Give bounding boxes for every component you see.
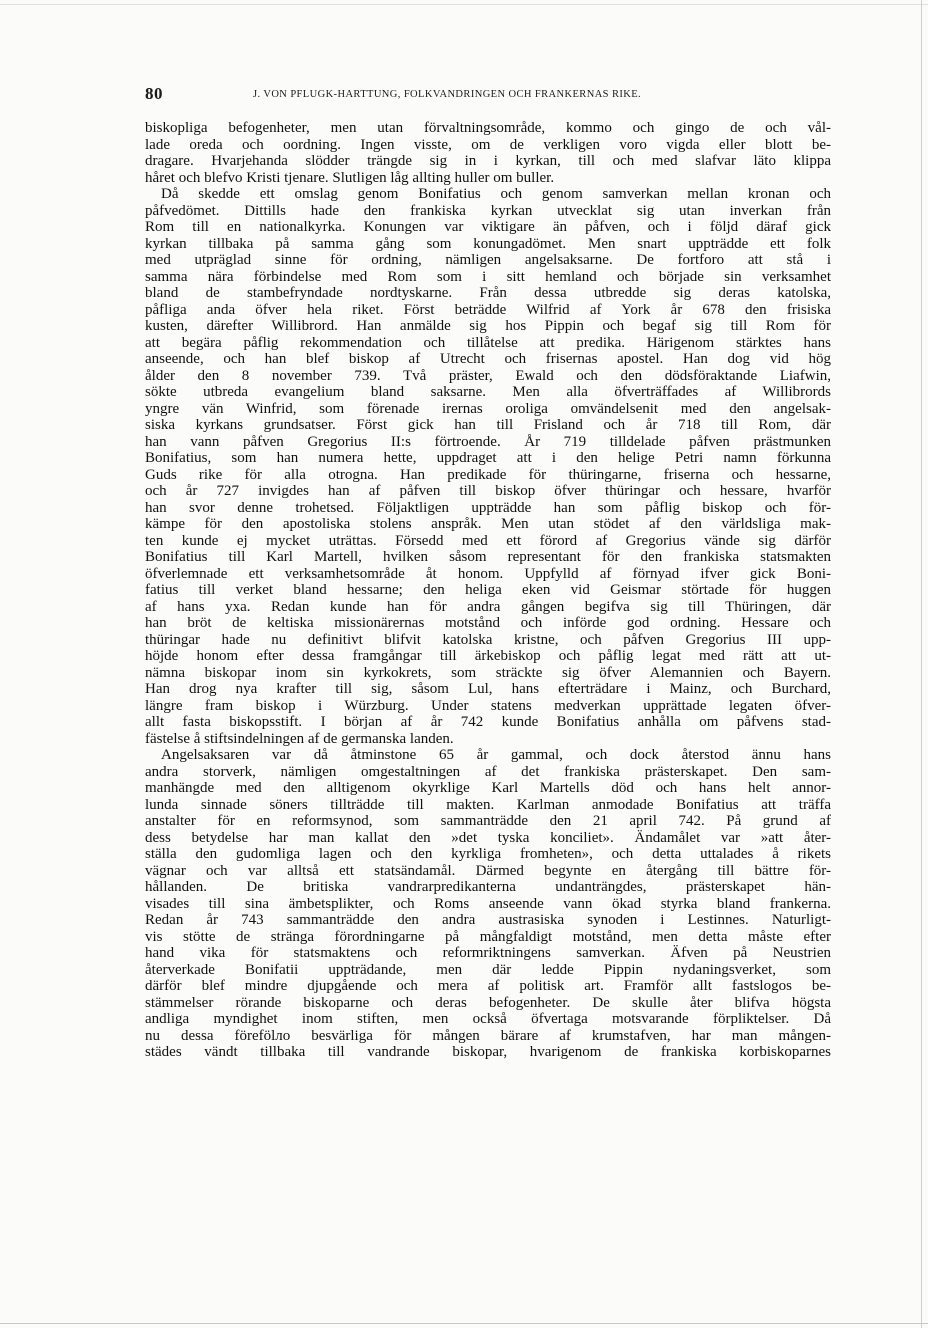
text-line: nämna biskopar inom sin kyrkokrets, som sträckte sig öfver Alemannien och Bayern. (145, 664, 831, 681)
text-line: lunda sinnade söners tillträdde till makten. Karlman anmodade Bonifatius att träffa (145, 796, 831, 813)
text-line: Bonifatius, som han numera hette, uppdraget att i den helige Petri namn förkunna (145, 450, 831, 466)
text-line: påfliga anda öfver hela riket. Först beträdde Wilfrid af York år 678 den frisiska (145, 301, 831, 318)
text-line: Då skedde ett omslag genom Bonifatius och genom samverkan mellan kronan och (161, 186, 831, 202)
text-line: dragare. Hvarjehanda slödder trängde sig in i kyrkan, till och med slafvar läto klippa (145, 153, 831, 169)
text-line: nu dessa förefölло besvärliga för mången bärare af krumstafven, har man mången- (145, 1027, 831, 1044)
text-line: andliga myndighet inom stiften, men också öfvertaga motsvarande förpliktelser. Då (145, 1011, 831, 1027)
text-line: manhängde med den alltigenom okyrklige Karl Martells död och hans helt annor- (145, 780, 831, 796)
text-line: hållanden. De britiska vandrarpredikanterna undanträngdes, prästerskapet hän- (145, 879, 831, 895)
body-text (145, 120, 831, 1061)
text-line: ten kunde ej mycket uträttas. Försedd med ett förord af Gregorius vände sig därför (145, 532, 831, 549)
text-line: biskopliga befogenheter, men utan förvaltningsområde, kommo och gingo de och vål- (145, 120, 831, 136)
text-line: han bröt de keltiska missionärernas motstånd och införde god ordning. Hessare och (145, 615, 831, 631)
text-line: Han drog nya krafter till sig, såsom Lul, hans efterträdare i Mainz, och Burchard, (145, 681, 831, 697)
text-line: bland de stambefryndade nordtyskarne. Från dessa utbredde sig deras katolska, (145, 285, 831, 301)
text-line: Redan år 743 sammanträdde den andra austrasiska synoden i Lestinnes. Naturligt- (145, 912, 831, 928)
text-line: andra storverk, nämligen omgestaltningen af det frankiska prästerskapet. Den sam- (145, 763, 831, 780)
running-title: J. VON PFLUGK-HARTTUNG, FOLKVANDRINGEN OCH FRANKERNAS RIKE. (253, 89, 642, 100)
text-line: yngre vän Winfrid, som förenade irernas oroliga omvändelsenit med den angelsak- (145, 400, 831, 417)
text-line: fästelse å stiftsindelningen af de germanska landen. (145, 730, 454, 747)
text-line: hand vika för statsmaktens och reformriktningens samverkan. Äfven på Neustrien (145, 945, 831, 961)
text-line: höjde honom efter dessa framgångar till ärkebiskop och påflig legat med rätt att ut- (145, 648, 831, 664)
scan-edge-right (921, 0, 922, 1328)
text-line: återverkade Bonifatii uppträdande, men där ledde Pippin nydaningsverket, som (145, 961, 831, 978)
text-line: stämmelser rörande biskoparne och deras befogenheter. De skulle åter blifva högsta (145, 994, 831, 1011)
text-line: och år 727 invigdes han af påfven till biskop öfver thüringar och hessare, hvarför (145, 483, 831, 499)
text-line: kyrkan tillbaka på samma gång som konungadömet. Men snart uppträdde ett folk (145, 235, 831, 252)
text-line: med utpräglad sinne för ordning, nämligen angelsaksarne. De fortforo att stå i (145, 252, 831, 268)
text-line: af hans yxa. Redan kunde han för andra gången begifva sig till Thüringen, där (145, 598, 831, 615)
text-line: Rom till en nationalkyrka. Konungen var viktigare än påfven, och i följd däraf gick (145, 219, 831, 235)
text-line: fatius till verket bland hessarne; den heliga eken vid Geismar störtade för huggen (145, 582, 831, 598)
text-line: kusten, därefter Willibrord. Han anmälde sig hos Pippin och begaf sig till Rom för (145, 318, 831, 334)
text-line: sökte utbreda evangelium bland saksarne. Men alla öfverträffades af Willibrords (145, 384, 831, 400)
text-line: allt fasta biskopsstift. I början af år 742 kunde Bonifatius anhålla om påfvens stad- (145, 714, 831, 730)
text-line: lade oreda och oordning. Ingen visste, om de verkligen voro vigda eller blott be- (145, 136, 831, 153)
text-line: thüringar hade nu definitivt blifvit katolska kristne, och påfven Gregorius III upp- (145, 631, 831, 648)
text-line: ålder den 8 november 739. Två präster, Ewald och den dödsföraktande Liafwin, (145, 367, 831, 384)
text-line: vis stötte de stränga förordningarne på mångfaldigt motstånd, men detta måste efter (145, 928, 831, 945)
text-line: vägnar och var alltså ett statsändamål. Därmed begynte en återgång till bättre för- (145, 862, 831, 879)
scan-edge-bottom (0, 1323, 928, 1324)
text-line: Bonifatius till Karl Martell, hvilken såsom representant för den frankiska statsmakten (145, 549, 831, 565)
text-line: anseende, och han blef biskop af Utrecht och frisernas apostel. Han dog vid hög (145, 351, 831, 367)
scan-edge-top (0, 4, 928, 5)
running-head (145, 84, 831, 108)
text-line: håret och blefvo Kristi tjenare. Slutligen låg allting huller om buller. (145, 169, 555, 186)
text-line: påfvedömet. Dittills hade den frankiska kyrkan utvecklat sig utan inverkan från (145, 202, 831, 219)
text-line: Guds rike för alla otrogna. Han predikade för thüringarne, friserna och hessarne, (145, 466, 831, 483)
text-line: längre fram biskop i Würzburg. Under statens medverkan upprättade legaten öfver- (145, 697, 831, 714)
text-line: ställa den gudomliga lagen och den kyrkliga fromheten», och detta uttalades å rikets (145, 846, 831, 862)
text-line: att begära påflig rekommendation och tillåtelse att predika. Härigenom stärktes hans (145, 334, 831, 351)
text-line: samma nära förbindelse med Rom som i sitt hemland och började sin verksamhet (145, 268, 831, 285)
text-line: öfverlemnade ett verksamhetsområde åt honom. Uppfylld af förnyad ifver gick Boni- (145, 565, 831, 582)
page-number: 80 (145, 84, 163, 103)
text-line: siska kyrkans grundsatser. Först gick han till Frisland och år 718 till Rom, där (145, 417, 831, 433)
text-line: kämpe för den apostoliska stolens anspråk. Men utan stödet af den världsliga mak- (145, 516, 831, 532)
text-line: han vann påfven Gregorius II:s förtroende. År 719 tilldelade påfven prästmunken (145, 433, 831, 450)
text-line: städes vändt tillbaka till vandrande biskopar, hvarigenom de frankiska korbiskoparnes (145, 1044, 831, 1060)
text-line: visades till sina ämbetsplikter, och Roms anseende vann ökad styrka bland frankerna. (145, 895, 831, 912)
text-line: Angelsaksaren var då åtminstone 65 år gammal, och dock återstod ännu hans (161, 747, 831, 763)
text-line: därför blef mindre djupgående och mera af politisk art. Framför allt fastslogos be- (145, 978, 831, 994)
text-line: han svor denne trohetsed. Följaktligen uppträdde han som påflig biskop och för- (145, 499, 831, 516)
text-line: anstalter för en reformsynod, som sammanträdde den 21 april 742. På grund af (145, 813, 831, 829)
text-line: dess betydelse har man kallat den »det tyska konciliet». Ändamålet var »att åter- (145, 829, 831, 846)
